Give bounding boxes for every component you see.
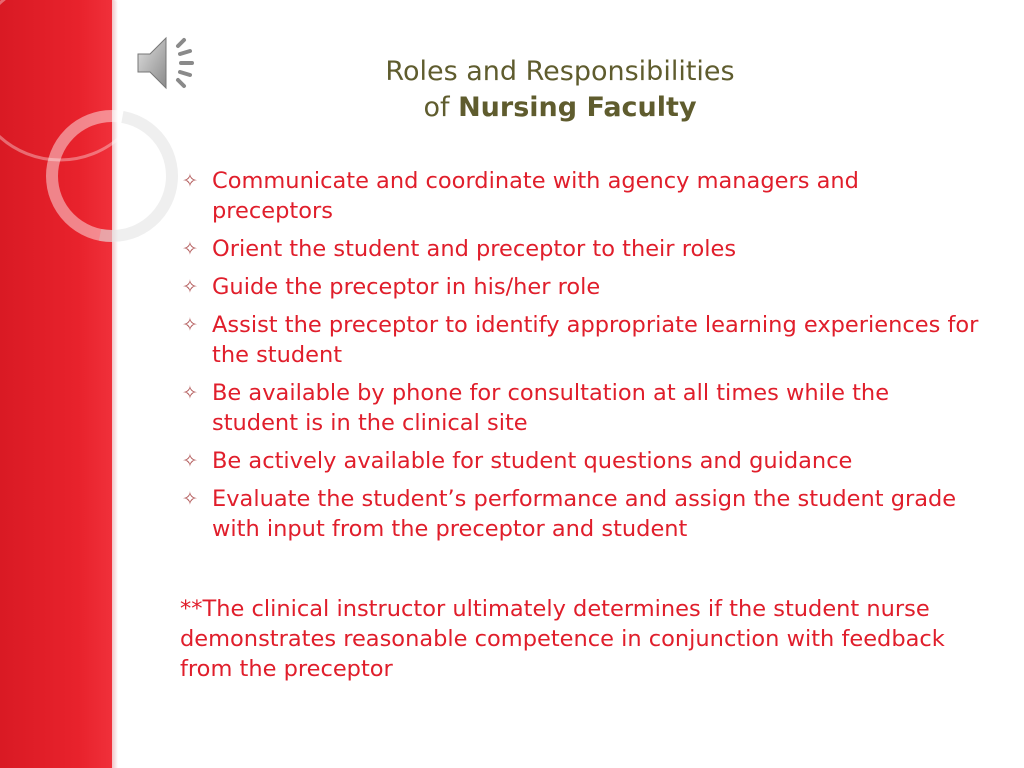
bullet-item [180,446,980,476]
four-point-star-icon: ✧ [182,450,198,472]
four-point-star-icon: ✧ [182,170,198,192]
bullet-item [180,272,980,302]
footnote: **The clinical instructor ultimately determines if the student nurse demonstrates reasonable competence in conjunction with feedback from the preceptor [180,596,945,682]
bullet-item [180,378,980,438]
bullet-item [180,166,980,226]
four-point-star-icon: ✧ [182,488,198,510]
bullet-text: Be available by phone for consultation at all times while the student is in the clinical site [212,380,890,436]
four-point-star-icon: ✧ [182,276,198,298]
bullet-text: Orient the student and preceptor to their roles [212,236,737,262]
bullet-text: Be actively available for student questions and guidance [212,448,853,474]
four-point-star-icon: ✧ [182,314,198,336]
title-line-2 [330,90,790,126]
slide-title [330,54,790,126]
title-bold: Nursing Faculty [458,92,697,123]
bullet-list [180,166,980,552]
red-side-band [0,0,112,768]
speaker-icon[interactable] [134,30,206,96]
bullet-text: Communicate and coordinate with agency managers and preceptors [212,168,859,224]
bullet-item [180,310,980,370]
band-shadow [112,0,118,768]
bullet-item [180,484,980,544]
bullet-text: Guide the preceptor in his/her role [212,274,601,300]
title-prefix: of [423,92,459,123]
title-line-1: Roles and Responsibilities [385,56,735,87]
bullet-text: Evaluate the student’s performance and assign the student grade with input from the preceptor and student [212,486,957,542]
four-point-star-icon: ✧ [182,238,198,260]
bullet-text: Assist the preceptor to identify appropriate learning experiences for the student [212,312,979,368]
bullet-item [180,234,980,264]
four-point-star-icon: ✧ [182,382,198,404]
